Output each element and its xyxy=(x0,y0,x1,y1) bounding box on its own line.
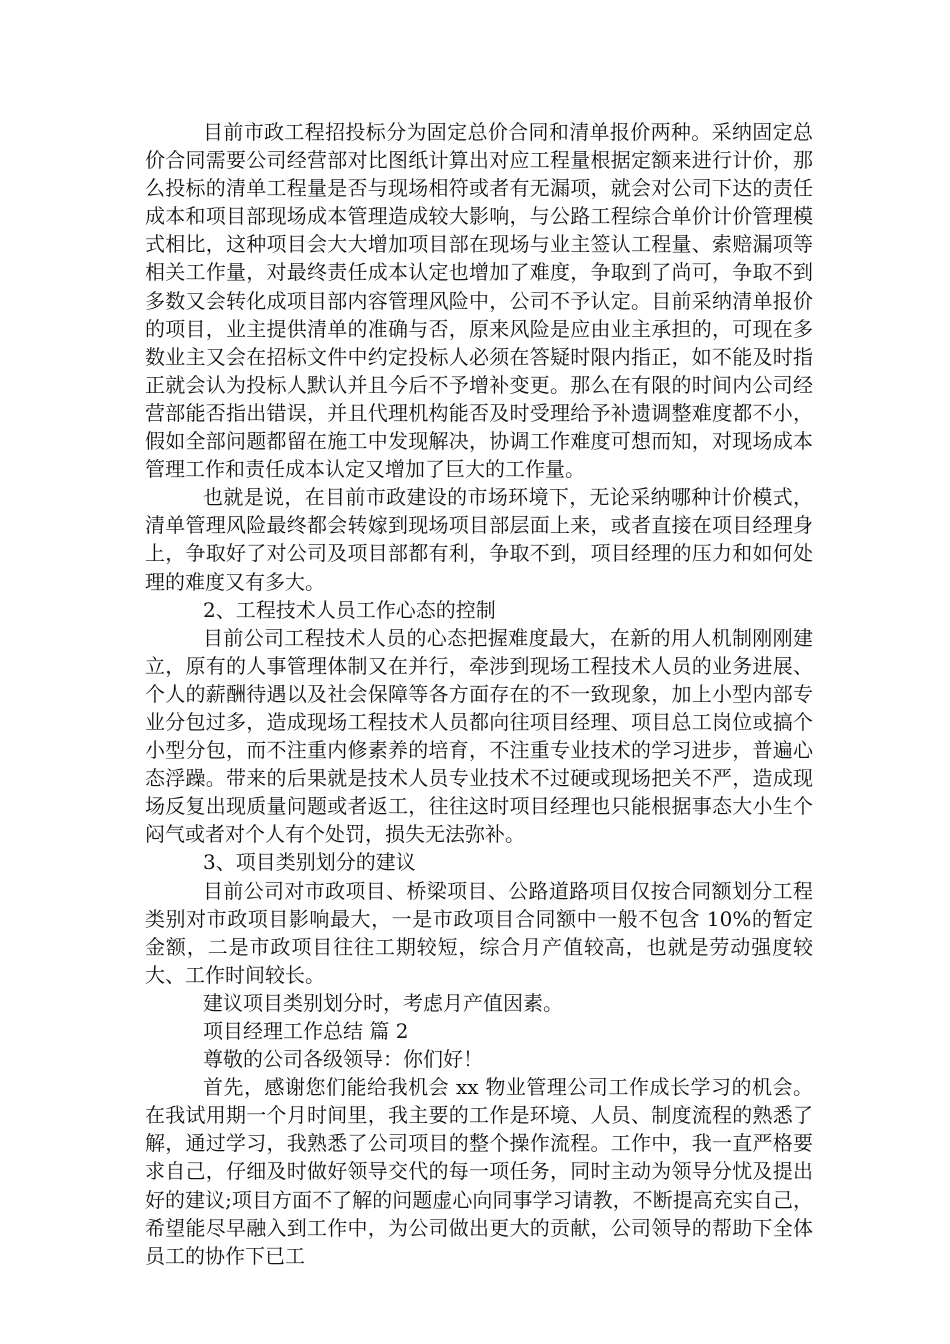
article-title: 项目经理工作总结 篇 2 xyxy=(203,1019,409,1043)
section-heading: 3、项目类别划分的建议 xyxy=(203,850,416,875)
paragraph-line: 建议项目类别划分时，考虑月产值因素。 xyxy=(203,990,563,1015)
paragraph: 首先，感谢您们能给我机会 xx 物业管理公司工作成长学习的机会。在我试用期一个月时间里，我主要的工作是环境、人员、制度流程的熟悉了解，通过学习，我熟悉了公司项目的整个操作流程。工作中，我一直严格要求自己，仔细及时做好领导交代的每一项任务，同时主动为领导分忧及提出好的建议;项目方面不了解的问题虚心向同事学习请教，不断提高充实自己，希望能尽早融入到工作中，为公司做出更大的贡献，公司领导的帮助下全体员工的协作下已工 xyxy=(145,1075,813,1268)
paragraph: 也就是说，在目前市政建设的市场环境下，无论采纳哪种计价模式，清单管理风险最终都会转嫁到现场项目部层面上来，或者直接在项目经理身上，争取好了对公司及项目部都有利，争取不到，项目经理的压力和如何处理的难度又有多大。 xyxy=(145,485,813,594)
paragraph: 目前公司工程技术人员的心态把握难度最大，在新的用人机制刚刚建立，原有的人事管理体制又在并行，牵涉到现场工程技术人员的业务进展、个人的薪酬待遇以及社会保障等各方面存在的不一致现象，加上小型内部专业分包过多，造成现场工程技术人员都向往项目经理、项目总工岗位或搞个小型分包，而不注重内修素养的培育，不注重专业技术的学习进步，普遍心态浮躁。带来的后果就是技术人员专业技术不过硬或现场把关不严，造成现场反复出现质量问题或者返工，往往这时项目经理也只能根据事态大小生个闷气或者对个人有个处罚，损失无法弥补。 xyxy=(145,625,813,847)
document-body xyxy=(145,118,813,1270)
paragraph: 目前市政工程招投标分为固定总价合同和清单报价两种。采纳固定总价合同需要公司经营部对比图纸计算出对应工程量根据定额来进行计价，那么投标的清单工程量是否与现场相符或者有无漏项，就会对公司下达的责任成本和项目部现场成本管理造成较大影响，与公路工程综合单价计价管理模式相比，这种项目会大大增加项目部在现场与业主签认工程量、索赔漏项等相关工作量，对最终责任成本认定也增加了难度，争取到了尚可，争取不到多数又会转化成项目部内容管理风险中，公司不予认定。目前采纳清单报价的项目，业主提供清单的准确与否，原来风险是应由业主承担的，可现在多数业主又会在招标文件中约定投标人必须在答疑时限内指正，如不能及时指正就会认为投标人默认并且今后不予增补变更。那么在有限的时间内公司经营部能否指出错误，并且代理机构能否及时受理给予补遗调整难度都不小，假如全部问题都留在施工中发现解决，协调工作难度可想而知，对现场成本管理工作和责任成本认定又增加了巨大的工作量。 xyxy=(145,120,813,482)
section-heading: 2、工程技术人员工作心态的控制 xyxy=(203,597,496,622)
salutation: 尊敬的公司各级领导：你们好！ xyxy=(203,1047,483,1072)
paragraph: 目前公司对市政项目、桥梁项目、公路道路项目仅按合同额划分工程类别对市政项目影响最大，一是市政项目合同额中一般不包含 10%的暂定金额，二是市政项目往往工期较短，综合月产值较高，也就是劳动强度较大、工作时间较长。 xyxy=(145,878,813,987)
